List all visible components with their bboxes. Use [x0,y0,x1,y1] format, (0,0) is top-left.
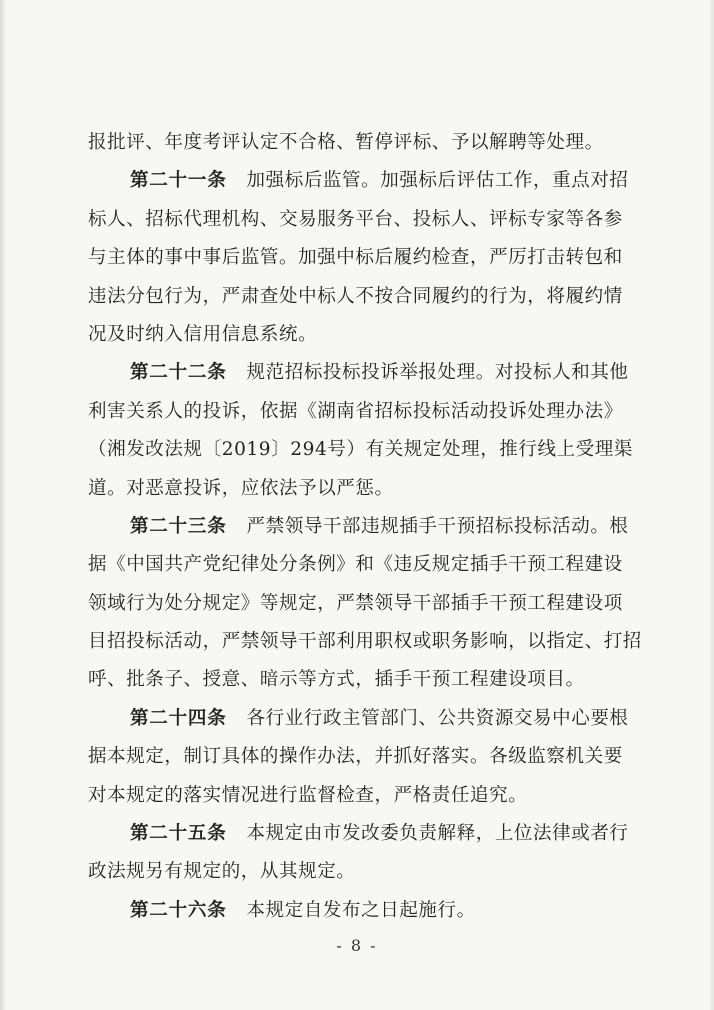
text-line [88,738,648,776]
document-body [88,124,648,930]
line-text: 加强标后监管。加强标后评估工作，重点对招 [246,170,629,192]
line-text: （湘发改法规〔2019〕294号）有关规定处理，推行线上受理渠 [88,439,633,461]
article-number: 第二十五条 [130,823,227,845]
text-line [88,201,648,239]
line-text: 规范招标投标投诉举报处理。对投标人和其他 [246,362,629,384]
article-number: 第二十二条 [130,362,227,384]
text-line [88,431,648,469]
text-line [88,623,648,661]
text-line [88,470,648,508]
scan-edge-right [708,0,714,1010]
article-number: 第二十四条 [130,707,227,729]
line-text: 利害关系人的投诉，依据《湖南省招标投标活动投诉处理办法》 [88,400,623,422]
text-line [88,316,648,354]
text-line [88,815,648,853]
scan-edge-left [0,0,6,1010]
line-text: 领域行为处分规定》等规定，严禁领导干部插手干预工程建设项 [88,592,623,614]
article-number: 第二十一条 [130,170,227,192]
article-number: 第二十六条 [130,899,227,921]
line-text: 据《中国共产党纪律处分条例》和《违反规定插手干预工程建设 [88,554,623,576]
text-line [88,661,648,699]
text-line [88,546,648,584]
text-line [88,124,648,162]
text-line [88,162,648,200]
text-line [88,700,648,738]
article-number: 第二十三条 [130,515,227,537]
line-text: 本规定由市发改委负责解释，上位法律或者行 [246,823,629,845]
line-text: 各行业行政主管部门、公共资源交易中心要根 [246,707,629,729]
line-text: 严禁领导干部违规插手干预招标投标活动。根 [246,515,629,537]
line-text: 违法分包行为，严肃查处中标人不按合同履约的行为，将履约情 [88,285,623,307]
line-text: 标人、招标代理机构、交易服务平台、投标人、评标专家等各参 [88,208,623,230]
page-number: - 8 - [336,936,378,955]
text-line [88,278,648,316]
line-text: 报批评、年度考评认定不合格、暂停评标、予以解聘等处理。 [88,132,604,153]
line-text: 政法规另有规定的，从其规定。 [88,861,356,883]
line-text: 呼、批条子、授意、暗示等方式，插手干预工程建设项目。 [88,669,585,691]
line-text: 况及时纳入信用信息系统。 [88,323,318,345]
text-line [88,892,648,930]
text-line [88,777,648,815]
line-text: 与主体的事中事后监管。加强中标后履约检查，严厉打击转包和 [88,247,623,269]
text-line [88,354,648,392]
text-line [88,508,648,546]
text-line [88,393,648,431]
line-text: 本规定自发布之日起施行。 [246,899,476,921]
text-line [88,585,648,623]
text-line [88,853,648,891]
line-text: 道。对恶意投诉，应依法予以严惩。 [88,477,394,499]
text-line [88,239,648,277]
line-text: 据本规定，制订具体的操作办法，并抓好落实。各级监察机关要 [88,746,623,768]
line-text: 对本规定的落实情况进行监督检查，严格责任追究。 [88,784,528,806]
line-text: 目招投标活动，严禁领导干部利用职权或职务影响，以指定、打招 [88,631,642,653]
